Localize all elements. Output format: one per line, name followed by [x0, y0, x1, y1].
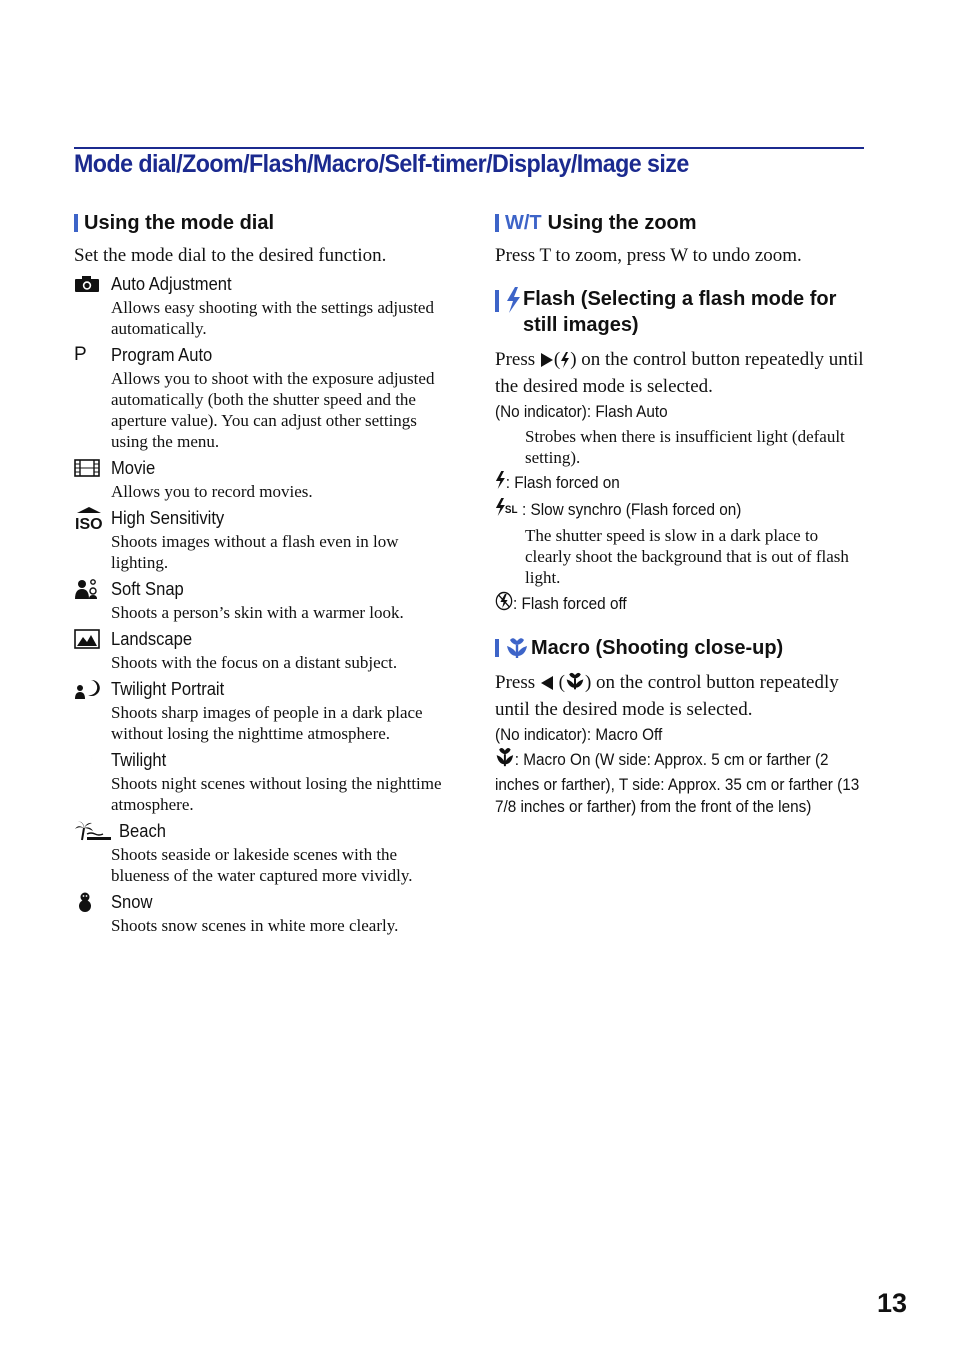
- flash-instructions: Press ( ) on the control button repeatedly until the desired mode is selected.: [495, 349, 864, 397]
- flash-off-icon: [495, 591, 513, 617]
- mode-dial-heading: [74, 210, 446, 236]
- macro-instructions: Press ( ) on the control button repeatedly until the desired mode is selected.: [495, 672, 839, 720]
- mode-name: Movie: [111, 458, 156, 478]
- mode-desc: Shoots snow scenes in white more clearly.: [111, 916, 399, 935]
- flash-icon: [560, 351, 570, 375]
- flash-heading-text: Flash (Selecting a flash mode for still images): [523, 288, 837, 336]
- iso-icon: [74, 507, 111, 529]
- macro-icon: [505, 636, 529, 660]
- zoom-text: Press T to zoom, press W to undo zoom.: [495, 245, 802, 266]
- slow-synchro-desc: The shutter speed is slow in a dark place to clearly shoot the background that is out of flash light.: [525, 526, 849, 587]
- mode-item: [74, 578, 446, 600]
- landscape-icon: [74, 628, 111, 650]
- mode-dial-heading-text: Using the mode dial: [84, 212, 275, 234]
- twilight-portrait-icon: [74, 678, 111, 700]
- flash-auto-desc: Strobes when there is insufficient light (default setting).: [525, 427, 845, 467]
- mode-desc: Shoots night scenes without losing the nighttime atmosphere.: [111, 774, 442, 814]
- macro-icon: [495, 746, 515, 774]
- heading-bar: [495, 290, 499, 312]
- mode-desc: Shoots seaside or lakeside scenes with the blueness of the water captured more vividly.: [111, 845, 413, 885]
- mode-name: Snow: [111, 892, 153, 912]
- flash-forced-on-option: : Flash forced on: [495, 471, 830, 495]
- zoom-heading: [495, 210, 867, 236]
- soft-snap-icon: [74, 578, 111, 600]
- flash-icon: [505, 287, 521, 313]
- mode-name: Program Auto: [111, 345, 213, 365]
- mode-item: [74, 628, 446, 650]
- flash-icon: [495, 471, 506, 495]
- flash-forced-off-option: : Flash forced off: [495, 591, 830, 617]
- program-icon: P: [74, 344, 87, 365]
- camera-icon: [74, 273, 111, 295]
- zoom-heading-text: Using the zoom: [547, 212, 697, 234]
- mode-item: [74, 891, 446, 913]
- mode-desc: Allows easy shooting with the settings adjusted automatically.: [111, 298, 434, 338]
- macro-icon: [565, 671, 585, 698]
- mode-item: [74, 457, 446, 479]
- mode-desc: Shoots with the focus on a distant subject.: [111, 653, 398, 672]
- slow-synchro-option: SL : Slow synchro (Flash forced on): [495, 498, 830, 522]
- mode-desc: Shoots a person’s skin with a warmer look.: [111, 603, 404, 622]
- mode-item: [74, 678, 446, 700]
- macro-heading: [495, 635, 867, 661]
- svg-text:SL: SL: [504, 504, 518, 516]
- mode-dial-column: [74, 210, 446, 936]
- heading-bar: [495, 214, 499, 232]
- mode-name: High Sensitivity: [111, 508, 225, 528]
- macro-heading-text: Macro (Shooting close-up): [531, 637, 784, 659]
- macro-on-option: : Macro On (W side: Approx. 5 cm or farther (2 inches or farther), T side: Approx. 35 cm or farther (13 7/8 inches or farther) from the front of the lens): [495, 746, 860, 818]
- mode-name: Landscape: [111, 629, 193, 649]
- mode-item: [74, 344, 446, 366]
- title-rule: [74, 147, 864, 149]
- heading-bar: [495, 639, 499, 657]
- svg-text:ISO: ISO: [75, 516, 103, 530]
- twilight-icon: [74, 749, 111, 771]
- beach-icon: [74, 820, 119, 842]
- snow-icon: [74, 891, 111, 913]
- page-number: 13: [877, 1288, 908, 1318]
- flash-heading: [495, 286, 867, 338]
- mode-name: Soft Snap: [111, 579, 184, 599]
- flash-auto-option: (No indicator): Flash Auto: [495, 402, 668, 421]
- mode-desc: Allows you to record movies.: [111, 482, 313, 501]
- mode-desc: Allows you to shoot with the exposure adjusted automatically (both the shutter speed and the aperture value). You can adjust other settings using the menu.: [111, 369, 435, 451]
- mode-item: [74, 749, 446, 771]
- wt-label: W/T: [505, 212, 542, 234]
- mode-item: [74, 820, 446, 842]
- mode-name: Twilight: [111, 750, 167, 770]
- slow-synchro-icon: [495, 498, 522, 522]
- page-title: Mode dial/Zoom/Flash/Macro/Self-timer/Display/Image size: [74, 150, 689, 178]
- mode-desc: Shoots images without a flash even in low lighting.: [111, 532, 399, 572]
- mode-name: Twilight Portrait: [111, 679, 225, 699]
- macro-off-option: (No indicator): Macro Off: [495, 725, 663, 744]
- movie-icon: [74, 457, 111, 479]
- right-arrow-icon: [540, 351, 554, 375]
- zoom-flash-macro-column: [495, 210, 867, 818]
- mode-name: Beach: [119, 821, 166, 841]
- mode-item: [74, 273, 446, 295]
- heading-bar: [74, 214, 78, 232]
- mode-desc: Shoots sharp images of people in a dark place without losing the nighttime atmosphere.: [111, 703, 423, 743]
- mode-item: [74, 507, 446, 529]
- mode-dial-intro: Set the mode dial to the desired function.: [74, 245, 387, 266]
- mode-name: Auto Adjustment: [111, 274, 232, 294]
- left-arrow-icon: [540, 674, 554, 698]
